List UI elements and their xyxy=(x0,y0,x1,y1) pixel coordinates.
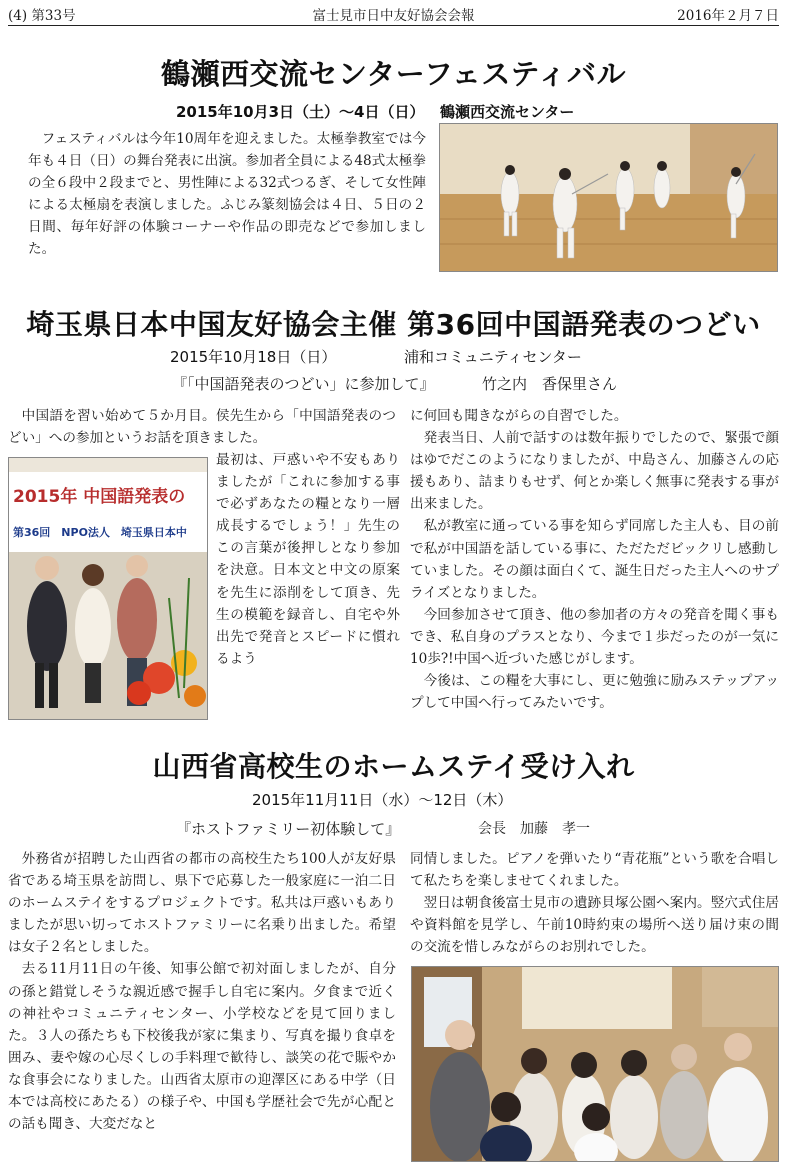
article3-left-column xyxy=(8,848,396,1160)
article1-date: 2015年10月3日（土）～4日（日） xyxy=(176,103,425,121)
article3-title: 山西省高校生のホームステイ受け入れ xyxy=(152,750,635,783)
article3-date: 2015年11月11日（水）～12日（木） xyxy=(252,791,513,809)
article3-left-paragraph: 去る11月11日の午後、知事公館で初対面しましたが、自分の孫と錯覚しそうな親近感で握手し自宅に案内。夕食まで近くの神社やコミュニティセンター、小学校などを見て回りました。３人の孫たちも下校後我が家に集まり、写真を撮り食卓を囲み、妻や嫁の心尽くしの手料理で歓待し、談笑の花で賑やかな食事会になりました。山西省太原市の迎澤区にある中学（日本では高校にあたる）の様子や、中国も学歴社会で先が心配との話も聞き、大変だなと xyxy=(8,961,396,1133)
article2-date: 2015年10月18日（日） xyxy=(170,348,337,366)
article2-beside-paragraph: 最初は、戸惑いや不安もありましたが「これに参加する事で必ずあなたの糧となり一層成長するでしょう！」先生のこの言葉が後押しとなり参加を決意。日本文と中文の原案を先生に添削をして頂き、先生の模範を録音し、自宅や外出先で発音とスピードに慣れるよう xyxy=(216,452,400,667)
article2-right-paragraph: 今回参加させて頂き、他の参加者の方々の発音を聞く事もでき、私自身のプラスとなり、今まで１歩だったのが一気に10歩?!中国へ近づいた感じがします。 xyxy=(410,606,779,668)
banner-line1: 2015年 中国語発表の xyxy=(13,487,186,507)
article2-intro xyxy=(8,405,396,451)
article2-essay-title: 『「中国語発表のつどい」に参加して』 xyxy=(172,375,435,393)
article2-right-paragraph: 発表当日、人前で話すのは数年振りでしたので、緊張で顔はゆでだこのようになりましたが、中島さん、加藤さんの応援もあり、詰まりもせず、何とか楽しく無事に発表する事が出来ました。 xyxy=(410,430,779,513)
speech-contest-photo xyxy=(8,457,208,720)
article2-intro-paragraph: 中国語を習い始めて５か月目。侯先生から「中国語発表のつどい」への参加というお話を頂きました。 xyxy=(8,408,396,447)
article2-right-column xyxy=(410,405,779,725)
article2-author: 竹之内 香保里さん xyxy=(482,375,618,393)
issue-date: 2016年２月７日 xyxy=(677,8,779,24)
page-header xyxy=(8,0,779,26)
article1-paragraph: フェスティバルは今年10周年を迎えました。太極拳教室では今年も４日（日）の舞台発表に出演。参加者全員による48式太極拳の全６段中２段までと、男性陣による32式つるぎ、そして女性陣による太極扇を表演しました。ふじみ篆刻協会は４日、５日の２日間、毎年好評の体験コーナーや作品の即売などで参加しました。 xyxy=(28,131,426,258)
article1-venue: 鶴瀬西交流センター xyxy=(440,103,575,121)
article2-right-paragraph: に何回も聞きながらの自習でした。 xyxy=(410,408,628,424)
article3-right-column xyxy=(410,848,779,960)
article3-left-paragraph: 外務省が招聘した山西省の都市の高校生たち100人が友好県省である埼玉県を訪問し、県下で応募した一般家庭に一泊二日のホームステイをするプロジェクトです。私共は戸惑いもありましたが思い切ってホストファミリーに名乗り出ました。希望は女子２名としました。 xyxy=(8,851,396,956)
article1-title: 鶴瀬西交流センターフェスティバル xyxy=(160,57,627,91)
host-family-photo xyxy=(411,966,779,1162)
header-rule xyxy=(8,25,779,26)
banner-line2: 第36回 NPO法人 埼玉県日本中 xyxy=(13,526,187,539)
article2-right-paragraph: 今後は、この糧を大事にし、更に勉強に励みステップアップして中国へ行ってみたいです。 xyxy=(410,673,779,712)
article2-beside-photo xyxy=(216,449,400,725)
newsletter-name: 富士見市日中友好協会会報 xyxy=(312,8,475,24)
article3-essay-title: 『ホストファミリー初体験して』 xyxy=(176,820,401,838)
article3-right-paragraph: 同情しました。ピアノを弾いたり“青花瓶”という歌を合唱して私たちを楽しませてくれました。 xyxy=(410,851,779,890)
taichi-photo xyxy=(439,123,778,272)
article2-title: 埼玉県日本中国友好協会主催 第36回中国語発表のつどい xyxy=(26,308,761,341)
article3-right-paragraph: 翌日は朝食後富士見市の遺跡貝塚公園へ案内。竪穴式住居や資料館を見学し、午前10時約束の場所へ送り届け束の間の交流を惜しみながらのお別れでした。 xyxy=(410,895,779,956)
article3-author: 会長 加藤 孝一 xyxy=(478,821,590,837)
issue-number: (4) 第33号 xyxy=(8,8,76,24)
article1-body xyxy=(28,128,426,278)
article2-right-paragraph: 私が教室に通っている事を知らず同席した主人も、目の前で私が中国語を話している事に、ただただビックリし感動していました。その顔は面白くて、誕生日だった主人へのサプライズとなりました。 xyxy=(410,518,779,601)
article2-venue: 浦和コミュニティセンター xyxy=(404,348,582,366)
